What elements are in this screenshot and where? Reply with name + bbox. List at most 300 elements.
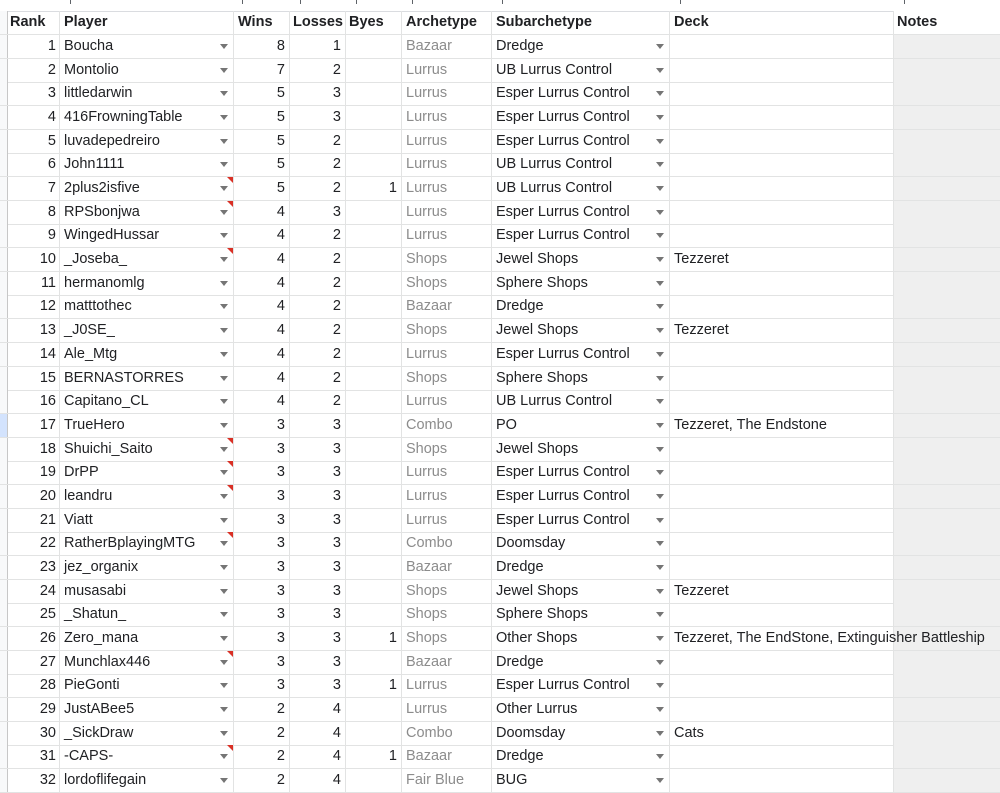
notes-cell[interactable] [894,532,1000,555]
rank-cell[interactable]: 7 [8,177,60,200]
subarchetype-cell[interactable] [492,35,670,58]
byes-cell[interactable] [346,509,402,532]
byes-cell[interactable] [346,367,402,390]
dropdown-arrow-icon[interactable] [220,541,228,546]
archetype-cell[interactable]: Shops [402,272,492,295]
notes-cell[interactable] [894,295,1000,318]
losses-cell[interactable]: 3 [290,603,346,626]
rank-cell[interactable]: 21 [8,509,60,532]
rank-cell[interactable]: 11 [8,272,60,295]
subarchetype-cell[interactable] [492,343,670,366]
deck-cell[interactable] [670,698,894,721]
wins-cell[interactable]: 2 [234,769,290,792]
header-byes[interactable]: Byes [346,11,402,34]
deck-cell[interactable] [670,390,894,413]
rank-cell[interactable]: 1 [8,35,60,58]
subarchetype-cell[interactable] [492,153,670,176]
header-rank[interactable]: Rank [8,11,60,34]
byes-cell[interactable] [346,485,402,508]
notes-cell[interactable] [894,769,1000,792]
row-gutter[interactable] [0,556,8,579]
dropdown-arrow-icon[interactable] [656,162,664,167]
archetype-cell[interactable]: Bazaar [402,745,492,768]
losses-cell[interactable]: 2 [290,272,346,295]
notes-cell[interactable] [894,603,1000,626]
byes-cell[interactable] [346,343,402,366]
dropdown-arrow-icon[interactable] [656,44,664,49]
wins-cell[interactable]: 2 [234,745,290,768]
row-gutter[interactable] [0,153,8,176]
archetype-cell[interactable]: Shops [402,438,492,461]
losses-cell[interactable]: 3 [290,485,346,508]
losses-cell[interactable]: 2 [290,130,346,153]
player-cell[interactable] [60,461,234,484]
archetype-cell[interactable]: Lurrus [402,224,492,247]
deck-cell[interactable] [670,201,894,224]
dropdown-arrow-icon[interactable] [220,162,228,167]
byes-cell[interactable] [346,556,402,579]
notes-cell[interactable] [894,59,1000,82]
subarchetype-cell[interactable] [492,651,670,674]
deck-cell[interactable] [670,35,894,58]
dropdown-arrow-icon[interactable] [656,376,664,381]
player-cell[interactable] [60,438,234,461]
byes-cell[interactable] [346,769,402,792]
row-gutter[interactable] [0,414,8,437]
subarchetype-cell[interactable] [492,272,670,295]
player-cell[interactable] [60,698,234,721]
player-cell[interactable] [60,485,234,508]
subarchetype-cell[interactable] [492,461,670,484]
rank-cell[interactable]: 15 [8,367,60,390]
dropdown-arrow-icon[interactable] [656,731,664,736]
dropdown-arrow-icon[interactable] [656,281,664,286]
player-cell[interactable] [60,272,234,295]
deck-cell[interactable] [670,580,894,603]
row-gutter[interactable] [0,130,8,153]
archetype-cell[interactable]: Fair Blue [402,769,492,792]
deck-cell[interactable] [670,722,894,745]
rank-cell[interactable]: 9 [8,224,60,247]
dropdown-arrow-icon[interactable] [656,68,664,73]
dropdown-arrow-icon[interactable] [656,541,664,546]
byes-cell[interactable] [346,295,402,318]
wins-cell[interactable]: 4 [234,248,290,271]
subarchetype-cell[interactable] [492,627,670,650]
archetype-cell[interactable]: Bazaar [402,651,492,674]
header-deck[interactable]: Deck [670,11,894,34]
wins-cell[interactable]: 4 [234,224,290,247]
losses-cell[interactable]: 2 [290,295,346,318]
row-gutter[interactable] [0,82,8,105]
losses-cell[interactable]: 4 [290,698,346,721]
rank-cell[interactable]: 22 [8,532,60,555]
wins-cell[interactable]: 5 [234,130,290,153]
row-gutter[interactable] [0,722,8,745]
deck-cell[interactable] [670,130,894,153]
wins-cell[interactable]: 5 [234,177,290,200]
rank-cell[interactable]: 17 [8,414,60,437]
archetype-cell[interactable]: Shops [402,248,492,271]
deck-cell[interactable] [670,438,894,461]
row-gutter[interactable] [0,603,8,626]
notes-cell[interactable] [894,509,1000,532]
losses-cell[interactable]: 2 [290,343,346,366]
rank-cell[interactable]: 10 [8,248,60,271]
dropdown-arrow-icon[interactable] [220,423,228,428]
wins-cell[interactable]: 3 [234,603,290,626]
wins-cell[interactable]: 3 [234,414,290,437]
byes-cell[interactable]: 1 [346,177,402,200]
archetype-cell[interactable]: Combo [402,414,492,437]
subarchetype-cell[interactable] [492,106,670,129]
losses-cell[interactable]: 4 [290,745,346,768]
archetype-cell[interactable]: Bazaar [402,295,492,318]
byes-cell[interactable] [346,59,402,82]
byes-cell[interactable] [346,153,402,176]
dropdown-arrow-icon[interactable] [656,754,664,759]
archetype-cell[interactable]: Bazaar [402,556,492,579]
notes-cell[interactable] [894,367,1000,390]
dropdown-arrow-icon[interactable] [656,423,664,428]
row-gutter[interactable] [0,509,8,532]
row-gutter[interactable] [0,224,8,247]
archetype-cell[interactable]: Lurrus [402,674,492,697]
losses-cell[interactable]: 3 [290,532,346,555]
byes-cell[interactable] [346,390,402,413]
wins-cell[interactable]: 2 [234,698,290,721]
rank-cell[interactable]: 13 [8,319,60,342]
header-losses[interactable]: Losses [290,11,346,34]
dropdown-arrow-icon[interactable] [656,565,664,570]
losses-cell[interactable]: 3 [290,82,346,105]
row-gutter[interactable] [0,627,8,650]
dropdown-arrow-icon[interactable] [220,281,228,286]
dropdown-arrow-icon[interactable] [220,731,228,736]
wins-cell[interactable]: 5 [234,153,290,176]
subarchetype-cell[interactable] [492,224,670,247]
losses-cell[interactable]: 2 [290,177,346,200]
notes-cell[interactable] [894,248,1000,271]
row-gutter[interactable] [0,580,8,603]
archetype-cell[interactable]: Shops [402,603,492,626]
dropdown-arrow-icon[interactable] [220,115,228,120]
comment-marker-icon[interactable] [227,485,233,491]
dropdown-arrow-icon[interactable] [220,210,228,215]
subarchetype-cell[interactable] [492,580,670,603]
dropdown-arrow-icon[interactable] [656,304,664,309]
header-wins[interactable]: Wins [234,11,290,34]
deck-cell[interactable] [670,82,894,105]
losses-cell[interactable]: 2 [290,390,346,413]
notes-cell[interactable] [894,698,1000,721]
archetype-cell[interactable]: Lurrus [402,485,492,508]
row-gutter[interactable] [0,272,8,295]
deck-cell[interactable] [670,627,985,650]
header-player[interactable]: Player [60,11,234,34]
row-gutter[interactable] [0,485,8,508]
dropdown-arrow-icon[interactable] [220,376,228,381]
wins-cell[interactable]: 2 [234,722,290,745]
dropdown-arrow-icon[interactable] [220,565,228,570]
losses-cell[interactable]: 2 [290,153,346,176]
row-gutter[interactable] [0,651,8,674]
rank-cell[interactable]: 2 [8,59,60,82]
player-cell[interactable] [60,509,234,532]
deck-cell[interactable] [670,319,894,342]
losses-cell[interactable]: 3 [290,580,346,603]
losses-cell[interactable]: 3 [290,106,346,129]
player-cell[interactable] [60,224,234,247]
deck-cell[interactable] [670,485,894,508]
dropdown-arrow-icon[interactable] [656,91,664,96]
notes-cell[interactable] [894,319,1000,342]
byes-cell[interactable] [346,603,402,626]
row-gutter[interactable] [0,106,8,129]
rank-cell[interactable]: 18 [8,438,60,461]
row-gutter[interactable] [0,35,8,58]
wins-cell[interactable]: 3 [234,485,290,508]
notes-cell[interactable] [894,106,1000,129]
deck-cell[interactable] [670,295,894,318]
player-cell[interactable] [60,177,234,200]
notes-cell[interactable] [894,414,1000,437]
deck-cell[interactable] [670,603,894,626]
rank-cell[interactable]: 32 [8,769,60,792]
byes-cell[interactable]: 1 [346,674,402,697]
subarchetype-cell[interactable] [492,698,670,721]
byes-cell[interactable] [346,698,402,721]
row-gutter[interactable] [0,390,8,413]
dropdown-arrow-icon[interactable] [656,683,664,688]
player-cell[interactable] [60,367,234,390]
dropdown-arrow-icon[interactable] [220,68,228,73]
notes-cell[interactable] [894,722,1000,745]
deck-cell[interactable] [670,414,894,437]
wins-cell[interactable]: 3 [234,532,290,555]
subarchetype-cell[interactable] [492,319,670,342]
dropdown-arrow-icon[interactable] [220,328,228,333]
byes-cell[interactable] [346,201,402,224]
deck-cell[interactable] [670,343,894,366]
deck-cell[interactable] [670,59,894,82]
dropdown-arrow-icon[interactable] [220,257,228,262]
row-gutter[interactable] [0,319,8,342]
row-gutter[interactable] [0,11,8,34]
dropdown-arrow-icon[interactable] [656,210,664,215]
player-cell[interactable] [60,722,234,745]
subarchetype-cell[interactable] [492,769,670,792]
subarchetype-cell[interactable] [492,295,670,318]
row-gutter[interactable] [0,248,8,271]
comment-marker-icon[interactable] [227,651,233,657]
comment-marker-icon[interactable] [227,745,233,751]
wins-cell[interactable]: 4 [234,367,290,390]
losses-cell[interactable]: 3 [290,201,346,224]
wins-cell[interactable]: 4 [234,319,290,342]
comment-marker-icon[interactable] [227,438,233,444]
archetype-cell[interactable]: Combo [402,532,492,555]
wins-cell[interactable]: 4 [234,343,290,366]
archetype-cell[interactable]: Lurrus [402,698,492,721]
subarchetype-cell[interactable] [492,509,670,532]
subarchetype-cell[interactable] [492,414,670,437]
notes-cell[interactable] [894,390,1000,413]
subarchetype-cell[interactable] [492,438,670,461]
subarchetype-cell[interactable] [492,532,670,555]
rank-cell[interactable]: 23 [8,556,60,579]
byes-cell[interactable] [346,414,402,437]
player-cell[interactable] [60,248,234,271]
deck-cell[interactable] [670,509,894,532]
deck-cell[interactable] [670,177,894,200]
losses-cell[interactable]: 2 [290,224,346,247]
byes-cell[interactable]: 1 [346,745,402,768]
archetype-cell[interactable]: Lurrus [402,201,492,224]
notes-cell[interactable] [894,556,1000,579]
archetype-cell[interactable]: Shops [402,580,492,603]
archetype-cell[interactable]: Lurrus [402,153,492,176]
rank-cell[interactable]: 28 [8,674,60,697]
dropdown-arrow-icon[interactable] [656,589,664,594]
rank-cell[interactable]: 31 [8,745,60,768]
deck-cell[interactable] [670,461,894,484]
deck-cell[interactable] [670,556,894,579]
player-cell[interactable] [60,532,234,555]
player-cell[interactable] [60,603,234,626]
player-cell[interactable] [60,319,234,342]
losses-cell[interactable]: 4 [290,722,346,745]
notes-cell[interactable] [894,224,1000,247]
row-gutter[interactable] [0,532,8,555]
player-cell[interactable] [60,59,234,82]
header-notes[interactable]: Notes [894,11,1000,34]
notes-cell[interactable] [894,438,1000,461]
dropdown-arrow-icon[interactable] [656,636,664,641]
wins-cell[interactable]: 7 [234,59,290,82]
dropdown-arrow-icon[interactable] [656,186,664,191]
dropdown-arrow-icon[interactable] [656,612,664,617]
player-cell[interactable] [60,201,234,224]
losses-cell[interactable]: 1 [290,35,346,58]
dropdown-arrow-icon[interactable] [220,44,228,49]
subarchetype-cell[interactable] [492,603,670,626]
byes-cell[interactable] [346,532,402,555]
byes-cell[interactable] [346,461,402,484]
losses-cell[interactable]: 3 [290,438,346,461]
row-gutter[interactable] [0,295,8,318]
dropdown-arrow-icon[interactable] [220,683,228,688]
notes-cell[interactable] [894,580,1000,603]
dropdown-arrow-icon[interactable] [656,660,664,665]
dropdown-arrow-icon[interactable] [656,328,664,333]
dropdown-arrow-icon[interactable] [656,447,664,452]
notes-cell[interactable] [894,201,1000,224]
dropdown-arrow-icon[interactable] [656,707,664,712]
player-cell[interactable] [60,580,234,603]
dropdown-arrow-icon[interactable] [656,139,664,144]
deck-cell[interactable] [670,153,894,176]
subarchetype-cell[interactable] [492,59,670,82]
archetype-cell[interactable]: Lurrus [402,177,492,200]
wins-cell[interactable]: 3 [234,509,290,532]
archetype-cell[interactable]: Shops [402,319,492,342]
byes-cell[interactable] [346,722,402,745]
archetype-cell[interactable]: Lurrus [402,130,492,153]
rank-cell[interactable]: 19 [8,461,60,484]
archetype-cell[interactable]: Lurrus [402,59,492,82]
dropdown-arrow-icon[interactable] [220,778,228,783]
archetype-cell[interactable]: Lurrus [402,390,492,413]
notes-cell[interactable] [894,153,1000,176]
dropdown-arrow-icon[interactable] [656,494,664,499]
losses-cell[interactable]: 3 [290,627,346,650]
row-gutter[interactable] [0,769,8,792]
wins-cell[interactable]: 5 [234,106,290,129]
notes-cell[interactable] [894,130,1000,153]
rank-cell[interactable]: 20 [8,485,60,508]
player-cell[interactable] [60,153,234,176]
byes-cell[interactable] [346,35,402,58]
row-gutter[interactable] [0,438,8,461]
losses-cell[interactable]: 3 [290,414,346,437]
dropdown-arrow-icon[interactable] [220,447,228,452]
deck-cell[interactable] [670,224,894,247]
archetype-cell[interactable]: Bazaar [402,35,492,58]
archetype-cell[interactable]: Shops [402,367,492,390]
byes-cell[interactable] [346,651,402,674]
rank-cell[interactable]: 8 [8,201,60,224]
dropdown-arrow-icon[interactable] [220,636,228,641]
rank-cell[interactable]: 26 [8,627,60,650]
rank-cell[interactable]: 6 [8,153,60,176]
header-subarchetype[interactable]: Subarchetype [492,11,670,34]
dropdown-arrow-icon[interactable] [220,707,228,712]
notes-cell[interactable] [894,485,1000,508]
dropdown-arrow-icon[interactable] [220,518,228,523]
deck-cell[interactable] [670,248,894,271]
losses-cell[interactable]: 3 [290,674,346,697]
dropdown-arrow-icon[interactable] [656,518,664,523]
comment-marker-icon[interactable] [227,201,233,207]
wins-cell[interactable]: 3 [234,651,290,674]
comment-marker-icon[interactable] [227,248,233,254]
notes-cell[interactable] [894,272,1000,295]
deck-cell[interactable] [670,651,894,674]
archetype-cell[interactable]: Shops [402,627,492,650]
losses-cell[interactable]: 4 [290,769,346,792]
deck-cell[interactable] [670,745,894,768]
byes-cell[interactable] [346,130,402,153]
player-cell[interactable] [60,343,234,366]
dropdown-arrow-icon[interactable] [656,257,664,262]
dropdown-arrow-icon[interactable] [656,470,664,475]
deck-cell[interactable] [670,272,894,295]
byes-cell[interactable] [346,224,402,247]
comment-marker-icon[interactable] [227,461,233,467]
losses-cell[interactable]: 2 [290,248,346,271]
row-gutter[interactable] [0,745,8,768]
player-cell[interactable] [60,35,234,58]
dropdown-arrow-icon[interactable] [656,352,664,357]
rank-cell[interactable]: 29 [8,698,60,721]
deck-cell[interactable] [670,367,894,390]
subarchetype-cell[interactable] [492,248,670,271]
dropdown-arrow-icon[interactable] [220,494,228,499]
byes-cell[interactable] [346,272,402,295]
wins-cell[interactable]: 3 [234,580,290,603]
subarchetype-cell[interactable] [492,201,670,224]
